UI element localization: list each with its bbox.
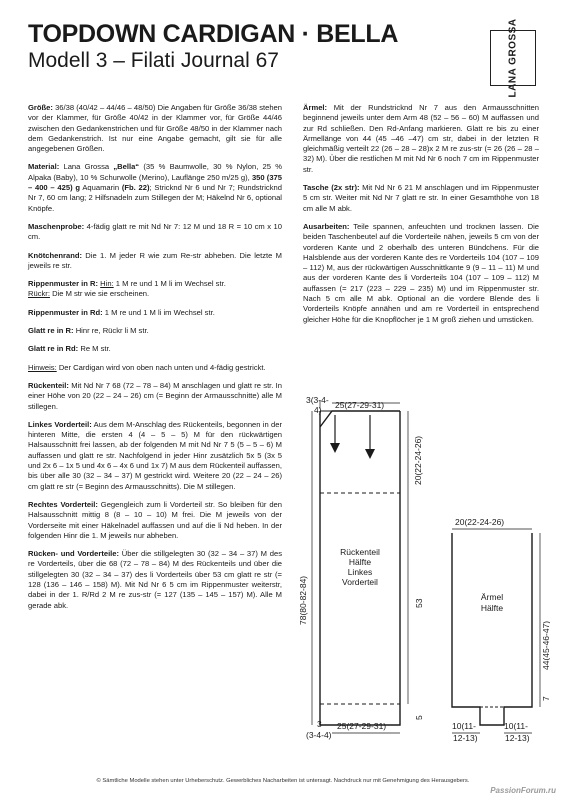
site-watermark: PassionForum.ru (490, 786, 556, 795)
brand-logo (490, 18, 536, 98)
stockinette-rows-text: Hinr re, Rückr li M str. (73, 326, 149, 336)
note-heading: Hinweis: (28, 362, 57, 372)
sleeve-schematic (452, 517, 550, 743)
gauge-text: 4-fädig glatt re mit Nd Nr 7: 12 M und 18 R = 10 cm x 10 cm. (28, 221, 282, 242)
neck-slope-line (320, 411, 400, 427)
finishing-heading: Ausarbeiten: (303, 221, 350, 231)
sleeve-paragraph (303, 103, 539, 175)
material-heading: Material: (28, 162, 60, 172)
gauge-heading: Maschenprobe: (28, 221, 85, 231)
instructions-left-column (28, 103, 282, 619)
note-paragraph (28, 363, 282, 373)
sleeve-bottom-left-label-1: 10(11- (452, 721, 476, 731)
material-color-number: (Fb. 22) (121, 183, 150, 193)
page-title: TOPDOWN CARDIGAN · BELLA (28, 20, 399, 48)
schematic-diagram (290, 395, 550, 755)
selvedge-paragraph (28, 251, 282, 272)
material-text-1: Lana Grossa (59, 162, 114, 172)
knit-direction-arrow-right (365, 415, 375, 459)
rib-rows-text-2: Die M str wie sie erscheinen. (49, 289, 150, 299)
sleeve-text: Mit der Rundstricknd Nr 7 aus den Armausschnitten beginnend jeweils unter dem Arm 48 (52 – 56 – 60) M auffassen und zur Rd schließen. Den Rd-Anfang markieren. Glatt re bis zu einer Ärmellänge von 44 (45 –46 –47) cm str, dabei in der letzten R gleichmäßig verteilt 22 (26 – 28 – 28)x 2 M re zus-str (= 26 (26 – 28 – 32) M). Über die restlichen M mit Nd Nr 6 noch 7 cm im Rippenmuster str. (303, 103, 539, 174)
front-back-schematic (298, 395, 424, 740)
top-width-label: 25(27-29-31) (335, 400, 385, 410)
selvedge-text: Die 1. M jeder R wie zum Re-str abheben. Die letzte M jeweils re str. (28, 250, 282, 270)
bottom-left-label-1: 3 (317, 719, 322, 729)
sleeve-bottom-right-label-1: 10(11- (504, 721, 528, 731)
stockinette-rounds-paragraph (28, 344, 282, 354)
sleeve-label-2: Hälfte (480, 603, 504, 613)
sleeve-top-width-label: 20(22-24-26) (455, 517, 505, 527)
rib-rows-right-side-label: Hin: (100, 279, 114, 289)
rib-rows-heading: Rippenmuster in R: (28, 279, 99, 289)
knit-direction-arrow-left (330, 415, 340, 453)
lower-height-label: 53 (414, 598, 424, 608)
left-front-paragraph (28, 420, 282, 492)
armhole-height-label: 20(22-24-26) (413, 435, 423, 485)
neck-width-label-2: 4) (314, 405, 322, 415)
right-front-text: Gegengleich zum li Vorderteil str. So bleiben für den Halsausschnitt mittig 8 (8 – 10 – 10) M frei. Die M jeweils von der Vorderseite mit einer Häkelnadel auffassen und auf die li Nd heben. In der folgenden Hinr die 1. M jeweils nur abheben. (28, 499, 282, 540)
material-amount: 350 (375 – 400 – 425) g (28, 172, 282, 193)
finishing-paragraph (303, 222, 539, 325)
pocket-paragraph (303, 183, 539, 214)
front-label-3: Linkes (347, 567, 373, 577)
rib-rounds-text: 1 M re und 1 M li im Wechsel str. (102, 307, 215, 317)
rib-rows-text-1: 1 M re und 1 M li im Wechsel str. (113, 279, 226, 289)
back-heading: Rückenteil: (28, 380, 69, 390)
material-yarn-name: „Bella“ (113, 162, 140, 172)
sleeve-bottom-left-label-2: 12-13) (453, 733, 478, 743)
sleeve-bottom-right-label-2: 12-13) (505, 733, 530, 743)
sleeve-label-1: Ärmel (480, 592, 504, 602)
sleeve-outline (452, 533, 532, 725)
gauge-paragraph (28, 222, 282, 243)
right-front-paragraph (28, 500, 282, 541)
sleeve-rib-height-label: 7 (541, 696, 550, 701)
rib-rows-paragraph (28, 279, 282, 300)
sleeve-heading: Ärmel: (303, 103, 328, 112)
body-heading: Rücken- und Vorderteile: (28, 549, 120, 559)
front-label-1: Rückenteil (340, 547, 380, 557)
material-text-3: Aquamarin (80, 183, 122, 193)
neck-width-label-1: 3(3-4- (306, 395, 329, 405)
back-paragraph (28, 381, 282, 412)
logo-text: LANA GROSSA (507, 18, 519, 98)
material-paragraph (28, 162, 282, 213)
rib-rounds-paragraph (28, 308, 282, 318)
full-length-label: 78(80-82-84) (298, 575, 308, 625)
bottom-width-label: 25(27-29-31) (337, 721, 387, 731)
left-front-heading: Linkes Vorderteil: (28, 419, 92, 429)
stockinette-rows-paragraph (28, 326, 282, 336)
rib-height-label: 5 (414, 715, 424, 720)
front-label-4: Vorderteil (342, 577, 378, 587)
stockinette-rounds-text: Re M str. (78, 344, 111, 354)
page-subtitle: Modell 3 – Filati Journal 67 (28, 49, 279, 72)
size-text: 36/38 (40/42 – 44/46 – 48/50) Die Angaben für Größe 36/38 stehen vor der Klammer, für Größe 40/42 in der Klammer vor, für Größe 44/46 zwischen den Gedankenstrichen und für Größe 48/50 in der Klammer nach dem Gedankenstrich. Ist nur eine Angabe gemacht, gilt sie für alle angegebenen Größen. (28, 103, 282, 154)
stockinette-rounds-heading: Glatt re in Rd: (28, 344, 79, 354)
material-text-2: (35 % Baumwolle, 30 % Nylon, 25 % Alpaka (Baby), 10 % Schurwolle (Merino), Lauflänge 250 m/25 g), (28, 162, 283, 182)
right-front-heading: Rechtes Vorderteil: (28, 499, 98, 509)
body-text: Über die stillgelegten 30 (32 – 34 – 37) M des re Vorderteils, über die 68 (72 – 78 – 84) M des Rückenteils und über die stillgelegten 30 (32 – 34 – 37) des li Vorderteils über 53 cm glatt re str (= 128 (136 – 146 – 158) M). Mit Nd Nr 6 5 cm im Rippenmuster weiterstr, dabei in der 1. R/Rd 2 M re zus-str (= 127 (135 – 145 – 157) M). Alle M gerade abk. (28, 549, 283, 610)
rib-rounds-heading: Rippenmuster in Rd: (28, 307, 103, 317)
left-front-text: Aus dem M-Anschlag des Rückenteils, begonnen in der hinteren Mitte, die ersten 4 (4 – 5 – 5) M für den rückwärtigen Halsausschnitt frei lassen, ab der folgenden M mit Nd Nr 7 5 (5 – 5 – 6) M auffassen und glatt re str. Nachfolgend in jeder Hinr zusätzlich 5x 5 (3x 5 und 2x 6 – 1x 5 und 4x 6 – 4x 6 und 1x 7) M aus dem Rückenteil auffassen, bis über alle 30 (32 – 34 – 37) M gestrickt wird. Weitere 20 (22 – 24 – 26) cm glatt re str (= Beginn des Armausschnitts). Die M stillegen. (28, 419, 282, 491)
size-heading: Größe: (28, 103, 53, 112)
stockinette-rows-heading: Glatt re in R: (28, 326, 74, 336)
size-paragraph (28, 103, 282, 154)
rib-rows-wrong-side-label: Rückr: (28, 289, 50, 299)
bottom-left-label-2: (3-4-4) (306, 730, 332, 740)
material-text-4: ; Stricknd Nr 6 und Nr 7; Rundstricknd Nr 7, 60 cm lang; 2 Hilfsnadeln zum Stillegen der M; Häkelnd Nr 6, optional Knöpfe. (28, 183, 282, 213)
note-text: Der Cardigan wird von oben nach unten und 4-fädig gestrickt. (56, 362, 266, 372)
selvedge-heading: Knötchenrand: (28, 250, 82, 260)
pocket-text: Mit Nd Nr 6 21 M anschlagen und im Rippenmuster 5 cm str. Weiter mit Nd Nr 7 glatt re str. In einer Gesamthöhe von 18 cm alle M abk. (303, 183, 539, 213)
finishing-text: Teile spannen, anfeuchten und trocknen lassen. Die beiden Taschenbeutel auf die Vorderteile nähen, jeweils 5 cm von der vorderen Kante und 2 oberhalb des unteren Bündchens. Für die Halsblende aus der vorderen Kante des re Vorderteils 104 (107 – 109 – 112) M, aus der rückwärtigen Ausschnittkante 9 (9 – 11 – 11) M und aus der vorderen Kante des li Vorderteils 104 (107 – 109 – 112) M auffassen (= 217 (223 – 229 – 235) M) und im Rippenmuster str. Nach 5 cm alle M abk. Optional an die vordere Blende des li Vorderteils Knöpfe annähen und am re Vorderteil in entsprechend gleicher Höhe für die Knopflöcher je 1 M groß ziehen und umsticken. (303, 221, 539, 324)
instructions-right-column (303, 103, 539, 333)
pocket-heading: Tasche (2x str): (303, 183, 360, 193)
back-text: Mit Nd Nr 7 68 (72 – 78 – 84) M anschlagen und glatt re str. In einer Höhe von 20 (22 – 24 – 26) cm (= Beginn der Armausschnitte) alle M stillegen. (28, 380, 282, 411)
copyright-footer: © Sämtliche Modelle stehen unter Urheberschutz. Gewerbliches Nacharbeiten ist untersagt. Nachdruck nur mit Genehmigung des Herausgebers. (96, 778, 470, 784)
body-paragraph (28, 549, 282, 611)
sleeve-height-label: 44(45-46-47) (541, 620, 550, 670)
front-label-2: Hälfte (348, 557, 372, 567)
